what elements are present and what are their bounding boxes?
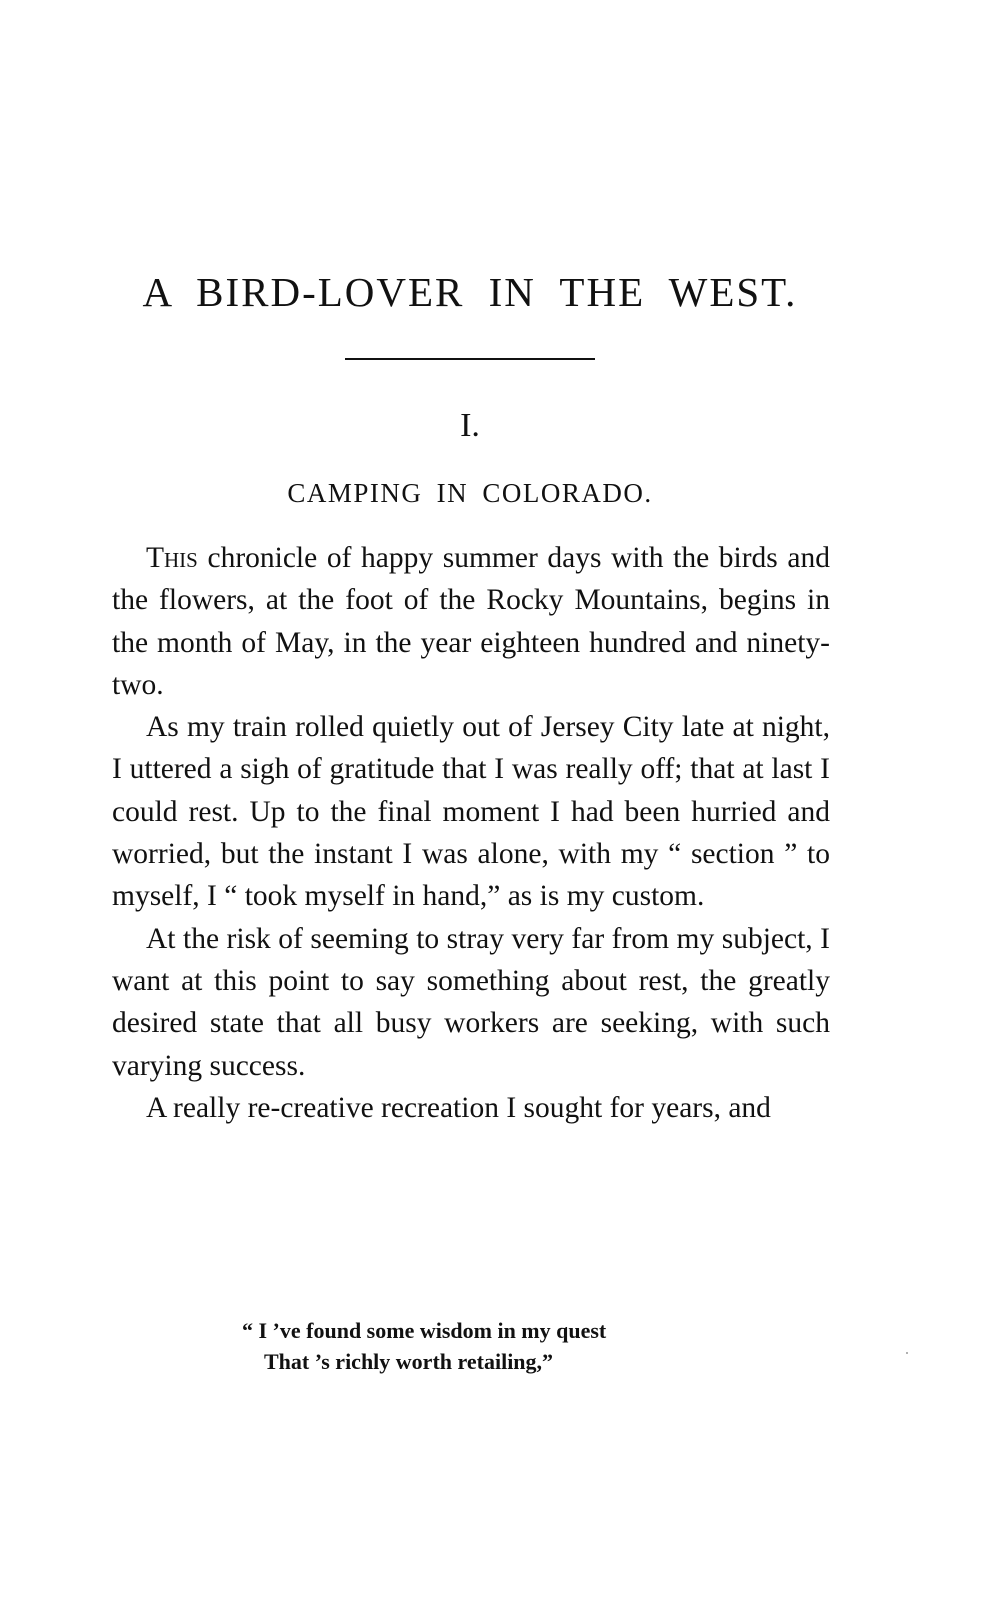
paper-speck: [906, 1352, 908, 1354]
paragraph-1-lead-word: This: [146, 542, 198, 574]
chapter-title: CAMPING IN COLORADO.: [287, 478, 653, 508]
paragraph-1: [112, 537, 830, 706]
paragraph-3: At the risk of seeming to stray very far from my subject, I want at this point to say something about rest, the greatly desired state that all busy workers are seeking, with such varying success.: [112, 922, 830, 1082]
book-title: A BIRD-LOVER IN THE WEST.: [142, 269, 798, 315]
paragraph-4: A really re-creative recreation I sought for years, and: [146, 1091, 771, 1124]
paragraph-1-text: chronicle of happy summer days with the birds and the flowers, at the foot of the Rocky Mountains, begins in the month of May, in the year eighteen hundred and ninety-two.: [112, 542, 830, 701]
verse-quotation: [242, 1315, 762, 1377]
title-divider-rule: [345, 358, 595, 360]
chapter-number: I.: [460, 407, 480, 444]
paragraph-2: As my train rolled quietly out of Jersey City late at night, I uttered a sigh of gratitude that I was really off; that at last I could rest. Up to the final moment I had been hurried and worried, but the instant I was alone, with my “ section ” to myself, I “ took myself in hand,” as is my custom.: [112, 711, 830, 913]
verse-line-1: “ I ’ve found some wisdom in my quest: [242, 1318, 607, 1343]
verse-line-2: That ’s richly worth retailing,”: [264, 1349, 554, 1374]
chapter-body: [112, 537, 830, 1129]
